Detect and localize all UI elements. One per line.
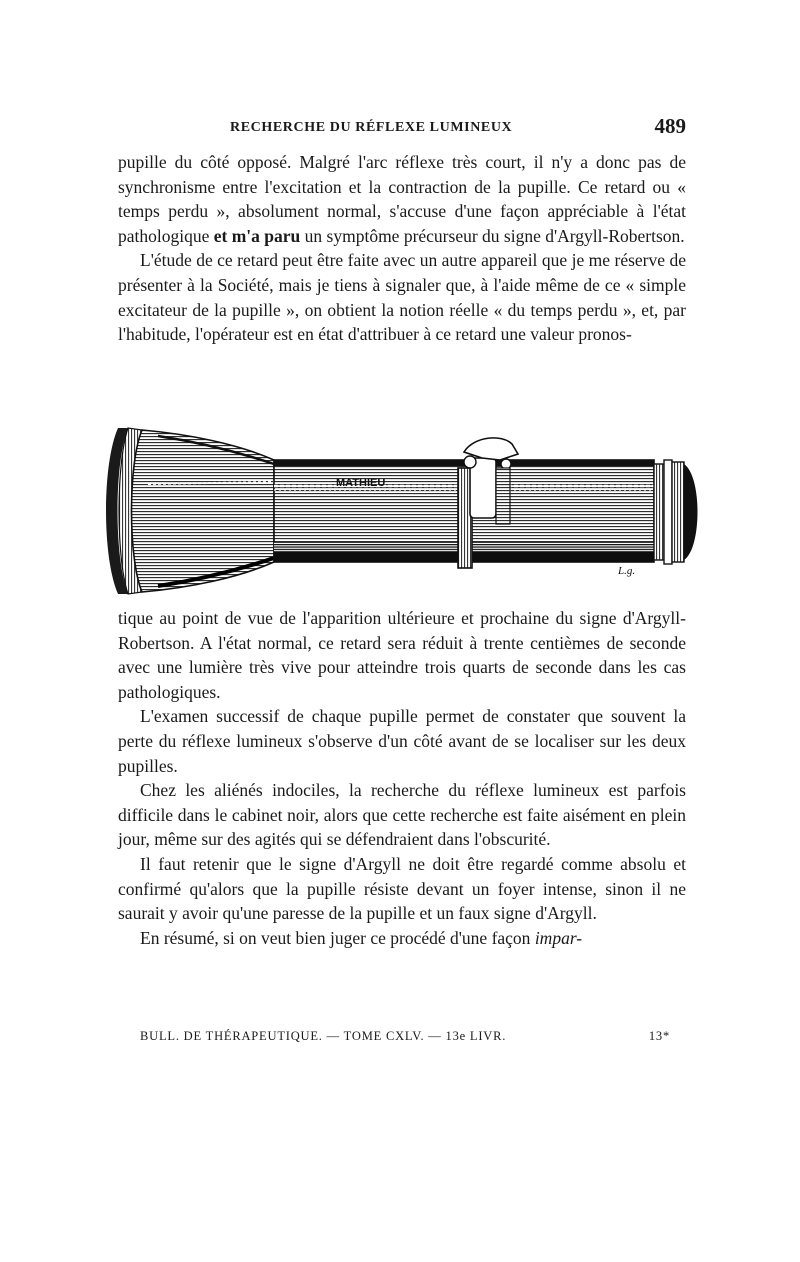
text-block-top	[118, 150, 686, 347]
end-cap	[672, 462, 684, 562]
paragraph-text: L'examen successif de chaque pupille permet de constater que souvent la perte du réflexe lumineux s'observe d'un côté avant de se localiser sur les deux pupilles.	[118, 706, 686, 776]
maker-inscription: MATHIEU	[336, 477, 386, 489]
paragraph	[118, 150, 686, 248]
page-footer	[140, 1029, 680, 1049]
italic-emphasis: impar-	[534, 927, 583, 948]
paragraph	[118, 606, 686, 704]
page-number: 489	[654, 114, 686, 138]
paragraph-text: Il faut retenir que le signe d'Argyll ne doit être regardé comme absolu et confirmé qu'alors que la pupille résiste devant un foyer intense, sinon il ne saurait y avoir qu'une paresse de la pupille et un faux signe d'Argyll.	[118, 853, 686, 924]
signature-mark: 13*	[648, 1029, 670, 1043]
paragraph-text: pupille du côté opposé. Malgré l'arc réflexe très court, il n'y a donc pas de synchronisme entre l'excitation et la contraction de la pupille. Ce retard ou « temps perdu », absolument normal, s'accuse d'une façon appréciable à l'état pathologique	[118, 152, 686, 246]
paragraph	[118, 926, 686, 951]
flashlight-illustration	[98, 424, 712, 598]
paragraph	[118, 704, 686, 778]
bold-emphasis: et m'a paru	[213, 225, 301, 246]
paragraph-text: un symptôme précurseur du signe d'Argyll-Robertson.	[300, 225, 685, 246]
bulletin-signature: BULL. DE THÉRAPEUTIQUE. — TOME CXLV. — 13e LIVR.	[140, 1029, 507, 1043]
running-head: RECHERCHE DU RÉFLEXE LUMINEUX	[230, 120, 513, 135]
reflector-cone	[132, 430, 275, 592]
cap-ring	[654, 464, 664, 560]
engraver-signature: L.g.	[618, 565, 636, 577]
page-header	[118, 114, 686, 142]
paragraph	[118, 778, 686, 852]
paragraph-text: L'étude de ce retard peut être faite avec un autre appareil que je me réserve de présenter à la Société, mais je tiens à signaler que, à l'aide même de ce « simple excitateur de la pupille », on obtient la notion réelle « du temps perdu », et, par l'habitude, l'opérateur est en état d'attribuer à ce retard une valeur pronos-	[118, 250, 686, 345]
paragraph-text: tique au point de vue de l'apparition ultérieure et prochaine du signe d'Argyll-Robertson. A l'état normal, ce retard sera réduit à trente centièmes de seconde avec une lumière très vive pour atteindre trois quarts de seconde dans les cas pathologiques.	[118, 608, 686, 702]
paragraph-text: Chez les aliénés indociles, la recherche du réflexe lumineux est parfois difficile dans le cabinet noir, alors que cette recherche est faite aisément en plein jour, même sur des agités qui se défendraient dans l'obscurité.	[118, 780, 686, 850]
switch-screw-icon	[464, 456, 476, 468]
paragraph	[118, 248, 686, 346]
text-block-bottom	[118, 606, 686, 950]
end-cap-dome	[684, 464, 698, 560]
paragraph	[118, 852, 686, 926]
paragraph-text: En résumé, si on veut bien juger ce procédé d'une façon	[140, 927, 535, 948]
flashlight-engraving	[98, 424, 712, 598]
